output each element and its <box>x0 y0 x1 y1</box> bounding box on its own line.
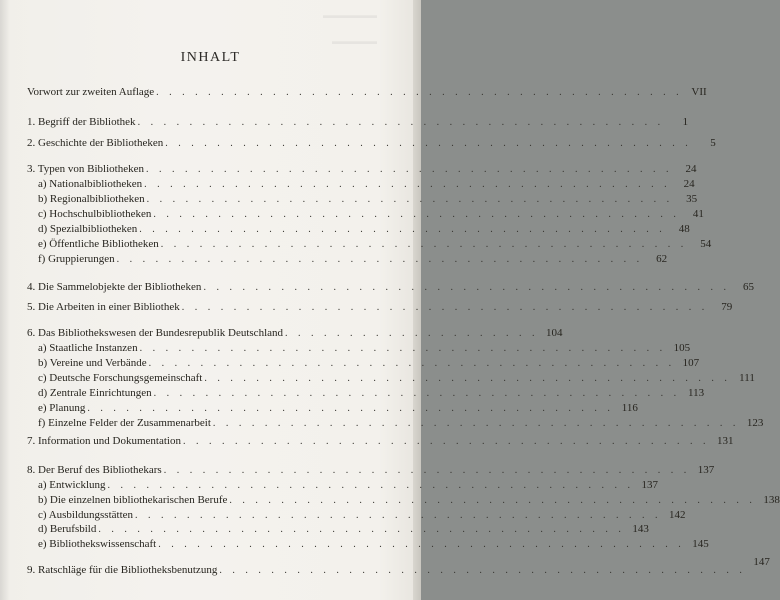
leader-dots: . . . . . . . . . . . . . . . . . . . . . . . . . . . . . . . . . . . . . . . . . <box>153 209 680 220</box>
toc-entry-label: f) Gruppierungen <box>38 253 115 265</box>
toc-entry-page: 104 <box>546 327 563 339</box>
toc-entry-label: 2. Geschichte der Bibliotheken <box>27 137 164 149</box>
toc-entry <box>27 433 734 448</box>
leader-dots: . . . . . . . . . . . . . . . . . . . . . . . . . . . . . . . . . . . . . . . . . <box>204 373 731 384</box>
toc-entry-label: 9. Ratschläge für die Bibliotheksbenutzung <box>27 564 218 576</box>
leader-dots: . . . . . . . . . . . . . . . . . . . . . . . . . . . . . . . . . . . . . . . . . <box>182 436 710 447</box>
leader-dots: . . . . . . . . . . . . . . . . . . . . . . . . . . . . . . . . . . . . . . . . . <box>203 282 730 293</box>
leader-dots: . . . . . . . . . . . . . . . . . . . . . . . . . . . . . . . . . . . . . . . . . <box>156 87 683 98</box>
toc-entry-label: 4. Die Sammelobjekte der Bibliotheken <box>27 281 202 293</box>
toc-entry-label: 3. Typen von Bibliotheken <box>27 163 144 175</box>
leader-dots: . . . . . . . . . . . . . . . . . . . . . . . . . . . . . . . . . . . . . . . . . <box>139 224 666 235</box>
toc-entry-label: 1. Begriff der Bibliothek <box>27 116 136 128</box>
toc-entry-page: 145 <box>692 538 709 550</box>
toc-subentry <box>38 477 659 492</box>
toc-subentry <box>38 236 712 251</box>
leader-dots: . . . . . . . . . . . . . . . . . . . . . . . . . . . . . . . . . . . . . . . . . <box>139 343 667 354</box>
toc-subentry <box>38 492 780 507</box>
toc-entry-label: 7. Information und Dokumentation <box>27 435 181 447</box>
toc-entry-page: 79 <box>721 301 733 313</box>
toc-subentry <box>38 221 690 236</box>
toc-entry-label: a) Nationalbibliotheken <box>38 178 143 190</box>
toc-subentry <box>38 251 668 266</box>
toc-subentry <box>38 385 705 400</box>
toc-entry-page: 137 <box>641 479 659 491</box>
toc-entry-label: d) Zentrale Einrichtungen <box>38 387 152 399</box>
toc-entry-label: c) Ausbildungsstätten <box>38 509 134 521</box>
toc-subentry <box>38 355 700 370</box>
show-through-text: ▬▬▬▬▬ <box>332 36 377 46</box>
toc-entry <box>27 325 563 340</box>
show-through-text: ▬▬▬▬▬▬ <box>323 10 377 20</box>
leader-dots: . . . . . . . . . . . . . . . . . . . . . . . . . . . . . . . . . . . . . . . . . <box>98 524 625 535</box>
leader-dots: . . . . . . . . . . . . . . . . . . . . . . . . . . . . . . . . . . . . . . . . . <box>107 480 635 491</box>
toc-subentry <box>38 536 709 551</box>
toc-subentry <box>38 400 638 415</box>
toc-entry-page: 65 <box>742 281 754 293</box>
leader-dots: . . . . . . . . . . . . . . . . . . . . . . . . . . . . . . . . . . . . . . . . . <box>219 565 746 576</box>
toc-entry-label: Vorwort zur zweiten Auflage <box>27 86 155 98</box>
toc-entry-label: a) Staatliche Instanzen <box>38 342 138 354</box>
toc-entry-page: 116 <box>621 402 638 414</box>
toc-entry-label: b) Die einzelnen bibliothekarischen Berufe <box>38 494 228 506</box>
toc-entry-page: 48 <box>678 223 690 235</box>
toc-entry-page: 137 <box>697 464 715 476</box>
toc-entry-label: 5. Die Arbeiten in einer Bibliothek <box>27 301 180 313</box>
toc-entry <box>27 556 770 577</box>
toc-entry-label: f) Einzelne Felder der Zusammenarbeit <box>38 417 211 429</box>
toc-entry-label: c) Deutsche Forschungsgemeinschaft <box>38 372 203 384</box>
leader-dots: . . . . . . . . . . . . . . . . . . . . . . . . . . . . . . . . . . . . . . . . . <box>146 194 674 205</box>
leader-dots: . . . . . . . . . . . . . . . . . . . . . . . . . . . . . . . . . . . . . . . . . <box>144 179 671 190</box>
toc-subentry <box>38 521 649 536</box>
leader-dots: . . . . . . . . . . . . . . . . . . . . . . . . . . . . . . . . . . . . . . . . . <box>229 495 756 506</box>
toc-entry-page: 1 <box>682 116 689 128</box>
toc-entry-page: 138 <box>763 494 780 506</box>
toc-entry-page: 24 <box>683 178 695 190</box>
toc-entry-page: 131 <box>716 435 734 447</box>
toc-entry-page: 143 <box>632 523 649 535</box>
toc-entry-page: 54 <box>700 238 712 250</box>
leader-dots: . . . . . . . . . . . . . . . . . . . . . . . . . . . . . . . . . . . . . . . . . <box>165 138 692 149</box>
toc-entry-label: d) Berufsbild <box>38 523 97 535</box>
toc-entry-page: 147 <box>753 556 770 568</box>
toc-entry-page: 107 <box>682 357 700 369</box>
toc-entry-page: 62 <box>656 253 668 265</box>
toc-entry <box>27 299 733 314</box>
toc-entry-label: c) Hochschulbibliotheken <box>38 208 152 220</box>
toc-entry-label: a) Entwicklung <box>38 479 106 491</box>
toc-entry-page: 142 <box>669 509 686 521</box>
toc-entry-label: b) Vereine und Verbände <box>38 357 147 369</box>
toc-subentry <box>38 370 755 385</box>
toc-entry <box>27 462 715 477</box>
toc-entry-page: 5 <box>710 137 716 149</box>
leader-dots: . . . . . . . . . . . . . . . . . . . . . . . . . . . . . . . . . . . . . . . . . <box>135 510 662 521</box>
toc-subentry <box>38 176 695 191</box>
toc-entry-page: 105 <box>673 342 691 354</box>
toc-entry-page: 41 <box>692 208 704 220</box>
leader-dots: . . . . . . . . . . . . . . . . . . . . . . . . . . . . . . . . . . . . . . . . . <box>163 465 691 476</box>
leader-dots: . . . . . . . . . . . . . . . . . . . . . . . . . . . . . . . . . . . . . . . . . <box>116 254 644 265</box>
leader-dots: . . . . . . . . . . . . . . . . . . . . . . . . . . . . . . . . . . . . . . . . . <box>87 403 614 414</box>
leader-dots: . . . . . . . . . . . . . . . . . . . . <box>285 328 539 339</box>
toc-subentry <box>38 206 704 221</box>
toc-subentry <box>38 507 686 522</box>
leader-dots: . . . . . . . . . . . . . . . . . . . . . . . . . . . . . . . . . . . . . . . . . <box>153 388 681 399</box>
binding-shadow <box>0 0 10 600</box>
leader-dots: . . . . . . . . . . . . . . . . . . . . . . . . . . . . . . . . . . . . . . . . . <box>148 358 676 369</box>
toc-entry-label: 6. Das Bibliothekswesen der Bundesrepublik Deutschland <box>27 327 284 339</box>
leader-dots: . . . . . . . . . . . . . . . . . . . . . . . . . . . . . . . . . . . . . . . . . <box>158 539 685 550</box>
toc-entry-page: 123 <box>746 417 764 429</box>
toc-entry-page: 35 <box>686 193 698 205</box>
toc-entry-label: d) Spezialbibliotheken <box>38 223 138 235</box>
toc-entry-label: e) Bibliothekswissenschaft <box>38 538 157 550</box>
toc-entry-label: e) Planung <box>38 402 86 414</box>
leader-dots: . . . . . . . . . . . . . . . . . . . . . . . . . . . . . . . . . . . . . . . . . <box>181 302 709 313</box>
toc-entry-page: 113 <box>688 387 705 399</box>
toc-entry-page: 111 <box>739 372 755 384</box>
leader-dots: . . . . . . . . . . . . . . . . . . . . . . . . . . . . . . . . . . . . . . . . . <box>160 239 688 250</box>
toc-entry <box>27 84 707 99</box>
page-title: INHALT <box>180 50 241 65</box>
toc-entry-page: 24 <box>685 163 697 175</box>
toc-subentry <box>38 340 691 355</box>
toc-subentry <box>38 191 698 206</box>
toc-entry-label: e) Öffentliche Bibliotheken <box>38 238 159 250</box>
toc-entry <box>27 161 697 176</box>
toc-entry-label: 8. Der Beruf des Bibliothekars <box>27 464 162 476</box>
toc-entry-page: VII <box>691 86 707 98</box>
toc-entry-label: b) Regionalbibliotheken <box>38 193 145 205</box>
toc-entry <box>27 114 689 129</box>
toc-subentry <box>38 415 764 430</box>
leader-dots: . . . . . . . . . . . . . . . . . . . . . . . . . . . . . . . . . . . . . . . . . <box>145 164 673 175</box>
toc-entry <box>27 279 754 294</box>
toc-entry <box>27 135 716 150</box>
leader-dots: . . . . . . . . . . . . . . . . . . . . . . . . . . . . . . . . . . . . . . . . . <box>137 117 665 128</box>
leader-dots: . . . . . . . . . . . . . . . . . . . . . . . . . . . . . . . . . . . . . . . . . <box>212 418 740 429</box>
